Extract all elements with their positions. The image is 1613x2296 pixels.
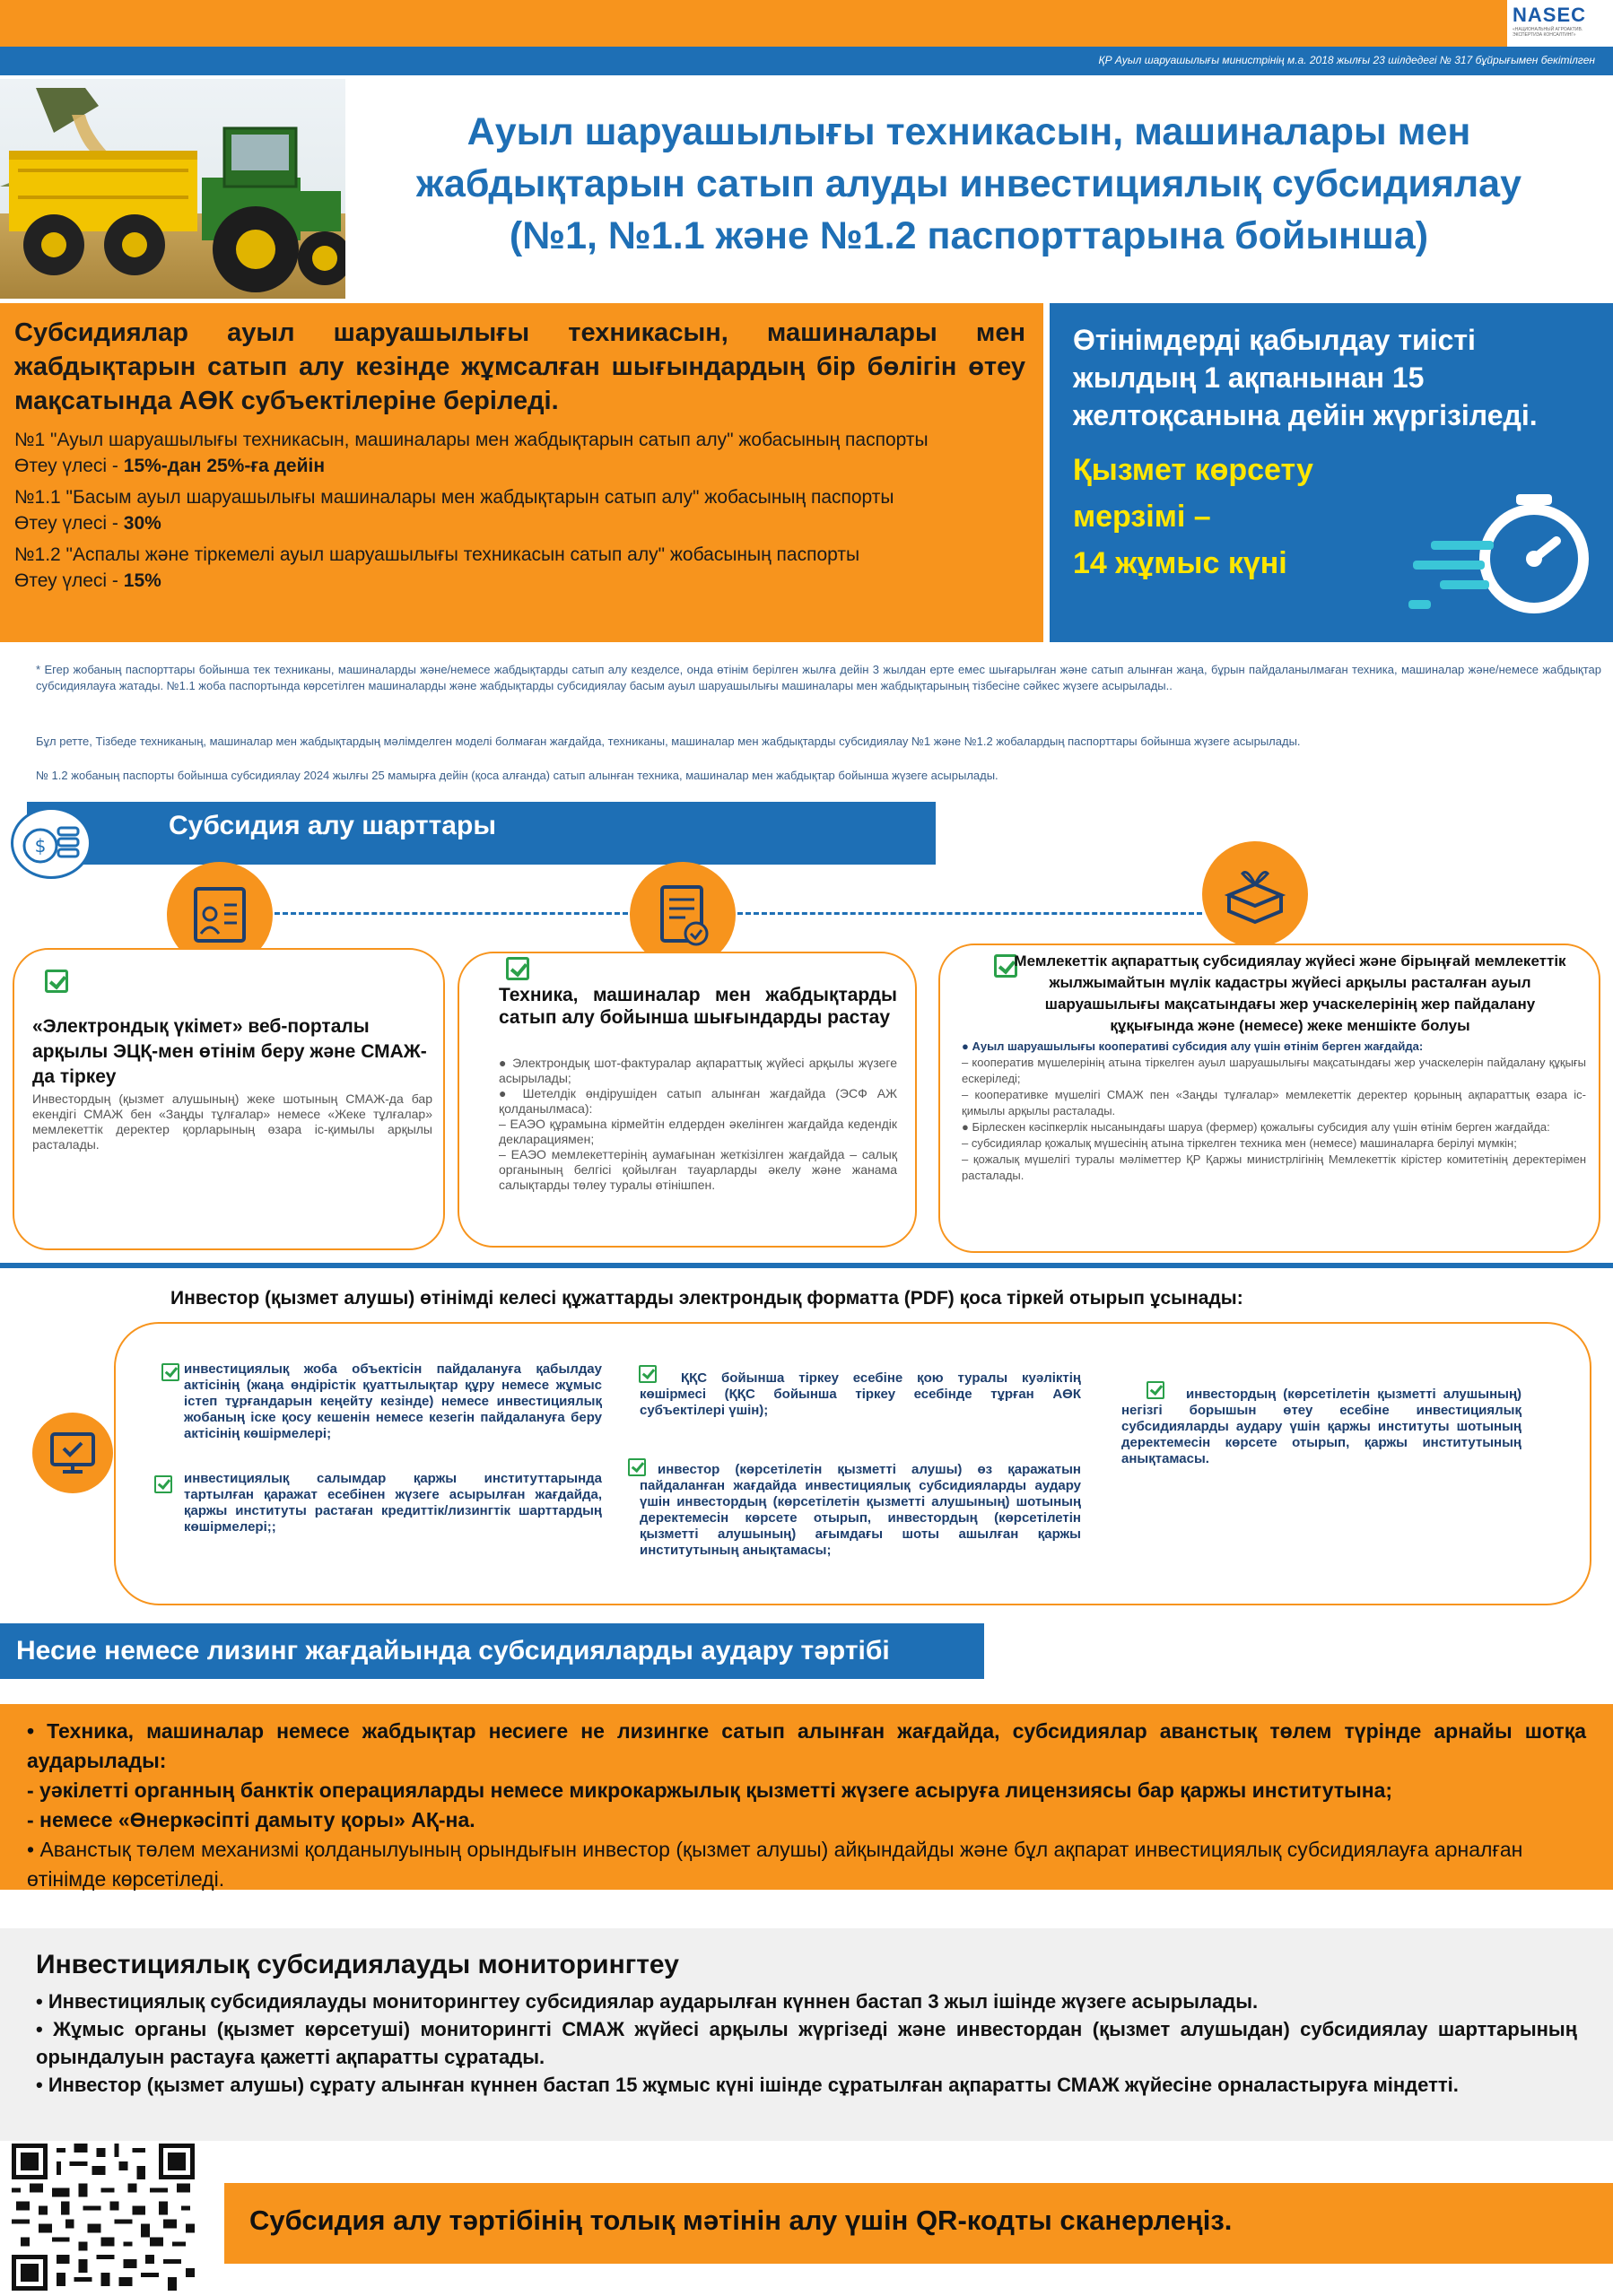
service-term-line: мерзімі –: [1073, 500, 1211, 534]
transfer-line: - немесе «Өнеркәсіпті дамыту қоры» АҚ-на.: [27, 1808, 475, 1831]
share-value: 15%: [123, 570, 161, 591]
condition-card-3: [938, 944, 1600, 1253]
title-line-2: жабдықтарын сатып алуды инвестициялық субсидиялау: [416, 162, 1521, 205]
intro-lead: Субсидиялар ауыл шаруашылығы техникасын, машиналары мен жабдықтарын сатып алу кезінде жұмсалған шығындардың бір бөлігін өтеу мақсатында АӨК субъектілеріне беріледі.: [14, 318, 1025, 415]
application-period: Өтінімдерді қабылдау тиісті жылдың 1 ақпанынан 15 желтоқсанына дейін жүргізіледі.: [1073, 324, 1538, 431]
logo-tagline: «НАЦИОНАЛЬНЫЙ АГРОАКТИВ. ЭКСПЕРТИЗА КОНСАЛТИНГ»: [1513, 27, 1583, 38]
share-value: 30%: [123, 513, 161, 534]
qr-code[interactable]: [11, 2144, 196, 2291]
passport-1-share: [14, 453, 1025, 479]
card-body-line: – кооператив мүшелерінің атына тіркелген ауыл шаруашылығы мақсатындағы жер учаскелерін пайдалану құқығы ескеріледі;: [962, 1056, 1586, 1085]
title-line-1: Ауыл шаруашылығы техникасын, машиналары мен: [466, 110, 1471, 153]
card-body-line: – қожалық мүшелігі туралы мәліметтер ҚР Қаржы министрлігінің Мемлекеттік кірістер комитетінің деректерімен расталады.: [962, 1152, 1586, 1182]
monitoring-box: [0, 1928, 1613, 2141]
condition-card-2-body: [499, 1056, 897, 1193]
check-icon: [45, 970, 68, 993]
page-title: [341, 106, 1597, 262]
passport-2-name: №1.1 "Басым ауыл шаруашылығы машиналары мен жабдықтарын сатып алу" жобасының паспорты: [14, 487, 894, 508]
land-box-icon: [1202, 841, 1308, 947]
logo: [1507, 0, 1613, 47]
share-label: Өтеу үлесі -: [14, 570, 124, 591]
card-body-line: – ЕАЭО құрамына кірмейтін елдерден әкелінген жағдайда кедендік декларациямен;: [499, 1117, 897, 1146]
document-item-2: инвестициялық салымдар қаржы институттарында тартылған қаражат есебінен жүзеге асырылған жағдайда, қаржы институты растаған кредиттік/лизингтік шарттардың көшірмелері;;: [184, 1471, 602, 1535]
logo-text: NASEC: [1513, 4, 1587, 26]
footnote-1: * Егер жобаның паспорттары бойынша тек техниканы, машиналарды және/немесе жабдықтарды сатып алу кезделсе, онда өтінім берілген жылға дейін 3 жылдан ерте емес шығарылған және сатып алынған жаңа, бұрын пайдаланылмаған техника, машиналар және/немесе жабдықтар субсидиялауға жатады. №1.1 жоба паспортында көрсетілген машиналарды және жабдықтарды субсидиялау басым ауыл шаруашылығы машиналары мен жабдықтарының тізбесіне сәйкес жүзеге асырылады..: [36, 663, 1601, 692]
monitoring-title: Инвестициялық субсидиялауды мониторингтеу: [36, 1950, 679, 1979]
card-body-line: – субсидиялар қожалық мүшесінің атына тіркелген техника мен (немесе) машиналарға берілуі мүмкін;: [962, 1136, 1517, 1150]
share-label: Өтеу үлесі -: [14, 456, 124, 476]
card-body-line: ● Шетелдік өндірушіден сатып алынған жағдайда (ЭСФ АЖ қолданылмаса):: [499, 1086, 897, 1116]
transfer-line: • Аванстық төлем механизмі қолданылуының орындығын инвестор (қызмет алушы) айқындайды және бұл ақпарат инвестициялық субсидиялауға арналған өтінімде көрсетіледі.: [27, 1838, 1523, 1891]
card-body-line: – ЕАЭО мемлекеттерінің аумағынан жеткізілген жағдайда – салық органының белгісі қойылған тауарларды әкелу және жанама салықтарды төлеу туралы өтінішпен.: [499, 1147, 897, 1192]
footnote-3: № 1.2 жобаның паспорты бойынша субсидиялау 2024 жылғы 25 мамырға дейін (қоса алғанда) сатып алынған техника, машиналар мен жабдықтар бойынша жүзеге асырылады.: [36, 769, 998, 782]
condition-card-3-title: Мемлекеттік ақпараттық субсидиялау жүйесі және бірыңғай мемлекеттік жылжымайтын мүлік кадастры жүйесі арқылы расталған ауыл шаруашылығы мақсатындағы жер учаскелерінің жер пайдалану құқығында және (немесе) жеке меншікте болуы: [1014, 952, 1566, 1034]
stopwatch-icon: [1404, 487, 1601, 622]
condition-card-1: [13, 948, 445, 1250]
monitoring-line: • Инвестициялық субсидиялауды мониторингтеу субсидиялар аударылған күннен бастап 3 жыл ішінде жүзеге асырылады.: [36, 1990, 1259, 2013]
intro-box: [0, 303, 1043, 642]
condition-card-2: [458, 952, 917, 1248]
condition-card-1-title: «Электрондық үкімет» веб-порталы арқылы ЭЦҚ-мен өтінім беру және СМАЖ-да тіркеу: [32, 1016, 427, 1087]
document-item-3: ҚҚС бойынша тіркеу есебіне қою туралы куәліктің көшірмесі (ҚҚС бойынша тіркеу есебінде тұрған АӨК субъектілері үшін);: [640, 1370, 1081, 1418]
service-term-line: 14 жұмыс күні: [1073, 546, 1287, 580]
qr-instruction: Субсидия алу тәртібінің толық мәтінін алу үшін QR-кодты сканерлеңіз.: [224, 2183, 1613, 2264]
passport-2-share: [14, 510, 1025, 536]
svg-text:$: $: [34, 835, 47, 857]
connector-line: [737, 912, 1202, 915]
document-item-1: инвестициялық жоба объектісін пайдалануға қабылдау актісінің (жаңа өндірістік қуаттылықтар құру немесе жұмыс істеп тұрғандарын кеңейту кезінде) немесе инвестициялық жобаның іске қосу кешенін немесе кезегін пайдалануға беру актісінің көшірмелері;: [184, 1361, 602, 1441]
share-label: Өтеу үлесі -: [14, 513, 124, 534]
monitoring-line: • Инвестор (қызмет алушы) сұрату алынған күннен бастап 15 жұмыс күні ішінде сұратылған ақпаратты СМАЖ жүйесіне орналастыруға міндетті.: [36, 2074, 1459, 2096]
transfer-title: Несие немесе лизинг жағдайында субсидияларды аудару тәртібі: [0, 1623, 984, 1679]
condition-card-3-body: [962, 1039, 1586, 1184]
check-icon: [154, 1475, 172, 1498]
transfer-box: [0, 1704, 1613, 1890]
passport-3-name: №1.2 "Аспалы және тіркемелі ауыл шаруашылығы техникасын сатып алу" жобасының паспорты: [14, 544, 860, 565]
document-item-4: инвестор (көрсетілетін қызметті алушы) өз қаражатын пайдаланған жағдайда инвестициялық субсидияларды аудару үшін инвестордың (көрсетілетін қызметті алушының) шотының деректемесін көрсете отырып, инвестордың (көрсетілетін қызметті алушының) ағымдағы шоты ашылған қаржы институтының анықтамасы;: [640, 1462, 1081, 1558]
section-divider: [0, 1263, 1613, 1268]
top-bar: [0, 0, 1613, 47]
document-item-5: инвестордың (көрсетілетін қызметті алушының) негізгі борышын өтеу есебіне инвестициялық субсидияларды аудару үшін қаржы институты шотының деректемесін көрсете отырып, қаржы институтының анықтамасы.: [1121, 1387, 1521, 1466]
transfer-line: • Техника, машиналар немесе жабдықтар несиеге не лизингке сатып алынған жағдайда, субсидиялар аванстық төлем түрінде арнайы шотқа аударылады:: [27, 1719, 1586, 1772]
card-body-line: – кооперативке мүшелігі СМАЖ пен «Заңды тұлғалар» мемлекеттік деректер қорының ақпараттық өзара іс-қимылы арқылы расталады.: [962, 1088, 1586, 1118]
title-line-3: (№1, №1.1 және №1.2 паспорттарына бойынша): [509, 214, 1429, 257]
conditions-title: Субсидия алу шарттары: [27, 802, 936, 865]
monitoring-line: • Жұмыс органы (қызмет көрсетуші) мониторингті СМАЖ жүйесі арқылы жүргізеді және инвестордан (қызмет алушыдан) субсидиялау шарттарының орындалуын растауға қажетті ақпаратты сұратады.: [36, 2018, 1577, 2068]
tractor-photo: [0, 79, 345, 299]
application-period-box: [1050, 303, 1613, 642]
service-term-line: Қызмет көрсету: [1073, 453, 1313, 487]
connector-line: [275, 912, 628, 915]
condition-card-1-body: Инвестордың (қызмет алушының) жеке шотының СМАЖ-да бар екендігі СМАЖ бен «Заңды тұлғалар» немесе «Жеке тұлғалар» мемлекеттік деректер қорларының өзара іс-қимылы арқылы расталады.: [32, 1091, 432, 1152]
share-value: 15%-дан 25%-ға дейін: [123, 456, 326, 476]
check-icon: [161, 1363, 179, 1386]
transfer-line: - уәкілетті органның банктік операцияларды немесе микрокаржылық қызметті жүзеге асыруға лицензиясы бар қаржы институтына;: [27, 1779, 1393, 1802]
passport-1-name: №1 "Ауыл шаруашылығы техникасын, машиналары мен жабдықтарын сатып алу" жобасының паспорты: [14, 430, 929, 450]
approval-note: ҚР Ауыл шаруашылығы министрінің м.а. 2018 жылғы 23 шілдедегі № 317 бұйрығымен бекітілген: [0, 47, 1613, 75]
passport-3-share: [14, 568, 1025, 594]
footnote-2: Бұл ретте, Тізбеде техниканың, машиналар мен жабдықтардың мәлімделген моделі болмаған жағдайда, техниканы, машиналар мен жабдықтарды субсидиялау №1 және №1.2 жобалардың паспорттары бойынша жүзеге асырылады.: [36, 735, 1301, 748]
monitor-check-icon: [32, 1413, 113, 1493]
card-body-line: ● Электрондық шот-фактуралар ақпараттық жүйесі арқылы жүзеге асырылады;: [499, 1056, 897, 1085]
condition-card-2-title: Техника, машиналар мен жабдықтарды сатып алу бойынша шығындарды растау: [499, 985, 897, 1028]
coins-icon: [11, 807, 92, 879]
card-body-line: ● Ауыл шаруашылығы кооперативі субсидия алу үшін өтінім берген жағдайда:: [962, 1039, 1424, 1053]
card-body-line: ● Бірлескен кәсіпкерлік нысанындағы шаруа (фермер) қожалығы субсидия алу үшін өтінім берген жағдайда:: [962, 1120, 1550, 1134]
documents-heading: Инвестор (қызмет алушы) өтінімді келесі құжаттарды электрондық форматта (PDF) қоса тіркей отырып ұсынады:: [170, 1288, 1243, 1309]
check-icon: [506, 957, 529, 980]
